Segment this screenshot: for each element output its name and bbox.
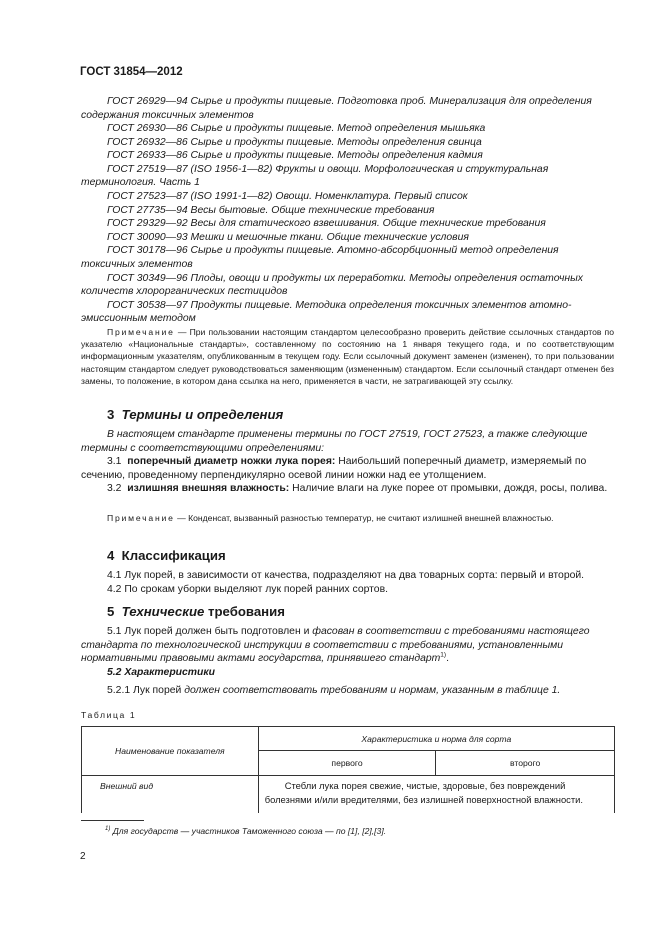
reference-item: ГОСТ 30538—97 Продукты пищевые. Методика определения токсичных элементов атомно-эмиссионным методом [81, 299, 572, 325]
section-5-p1: 5.1 Лук порей должен быть подготовлен и фасован в соответствии с требованиями настоящего стандарта по технологической инструкции в соответствии с требованиями, установленными нормативными правовыми актами государства, принявшего стандарт$^{1)}$. [81, 626, 590, 665]
page-number: 2 [80, 851, 86, 862]
col-header-name: Наименование показателя [82, 727, 259, 776]
row-value: Стебли лука порея свежие, чистые, здоровые, без повреждений болезнями и/или вредителями, без излишней поверхностной влажности. [258, 776, 614, 814]
section-5-2-1: 5.2.1 Лук порей должен соответствовать требованиям и нормам, указанным в таблице 1. [107, 685, 561, 696]
footnote-divider [81, 820, 144, 821]
reference-item: ГОСТ 26932—86 Сырье и продукты пищевые. Методы определения свинца [107, 136, 482, 148]
reference-item: ГОСТ 27523—87 (ISO 1991-1—82) Овощи. Номенклатура. Первый список [107, 191, 468, 202]
col-header-first: первого [258, 751, 436, 776]
section-3-heading: 3 Термины и определения [107, 407, 284, 422]
note-text: — При пользовании настоящим стандартом целесообразно проверить действие ссылочных стандартов по указателю «Национальные стандарты», составленному по состоянию на 1 января текущего года, и по соответствующим информационным указателям, опубликованным в текущем году. Если ссылочный документ заменен (изменен), то при пользовании настоящим стандартом следует руководствоваться заменяющим (измененным) стандартом. Если ссылочный стандарт отменен без замены, то положение, в котором дана ссылка на него, применяется в части, не затрагивающей эту ссылку. [81, 327, 614, 386]
reference-item: ГОСТ 30349—96 Плоды, овощи и продукты их переработки. Методы определения остаточных количеств хлорорганических пестицидов [81, 272, 583, 298]
page-header: ГОСТ 31854—2012 [80, 66, 183, 78]
term-3-1: 3.1 поперечный диаметр ножки лука порея: Наибольший поперечный диаметр, измеряемый по сечению, проведенному перпендикулярно осевой линии ножки над ее утолщением. [81, 456, 587, 481]
reference-item: ГОСТ 27735—94 Весы бытовые. Общие технические требования [107, 204, 435, 216]
reference-item: ГОСТ 26933—86 Сырье и продукты пищевые. Методы определения кадмия [107, 150, 483, 162]
reference-item: ГОСТ 27519—87 (ISO 1956-1—82) Фрукты и овощи. Морфологическая и структуральная терминология. Часть 1 [81, 163, 549, 189]
col-header-second: второго [436, 751, 615, 776]
reference-item: ГОСТ 30090—93 Мешки и мешочные ткани. Общие технические условия [107, 231, 469, 243]
section-5-heading: 5 Технические требования [107, 604, 285, 619]
reference-item: ГОСТ 26929—94 Сырье и продукты пищевые. Подготовка проб. Минерализация для определения содержания токсичных элементов [81, 96, 592, 121]
table-caption: Таблица 1 [81, 710, 137, 720]
row-name: Внешний вид [82, 776, 259, 814]
section-5-2-heading: 5.2 Характеристики [107, 667, 215, 678]
section-3-intro: В настоящем стандарте применены термины по ГОСТ 27519, ГОСТ 27523, а также следующие термины с соответствующими определениями: [81, 429, 588, 454]
col-header-group: Характеристика и норма для сорта [258, 727, 614, 751]
table-1 [81, 726, 615, 813]
reference-item: ГОСТ 30178—96 Сырье и продукты пищевые. Атомно-абсорбционный метод определения токсичных элементов [81, 245, 559, 270]
table-row [82, 776, 615, 814]
note-label: Примечание [107, 327, 175, 337]
term-note: Примечание — Конденсат, вызванный разностью температур, не считают излишней внешней влажностью. [107, 513, 554, 523]
reference-item: ГОСТ 26930—86 Сырье и продукты пищевые. Метод определения мышьяка [107, 123, 486, 134]
references-note [81, 326, 614, 387]
section-4-heading: 4 Классификация [107, 548, 226, 563]
section-4-p2: 4.2 По срокам уборки выделяют лук порей ранних сортов. [107, 583, 388, 595]
reference-item: ГОСТ 29329—92 Весы для статического взвешивания. Общие технические требования [107, 218, 546, 230]
term-3-2: 3.2 излишняя внешняя влажность: Наличие влаги на луке порее от промывки, дождя, росы, полива. [107, 483, 608, 494]
section-4-p1: 4.1 Лук порей, в зависимости от качества, подразделяют на два товарных сорта: первый и второй. [107, 570, 585, 581]
footnote: $^{1)}$ Для государств — участников Таможенного союза — по [1], [2],[3]. [105, 826, 387, 836]
